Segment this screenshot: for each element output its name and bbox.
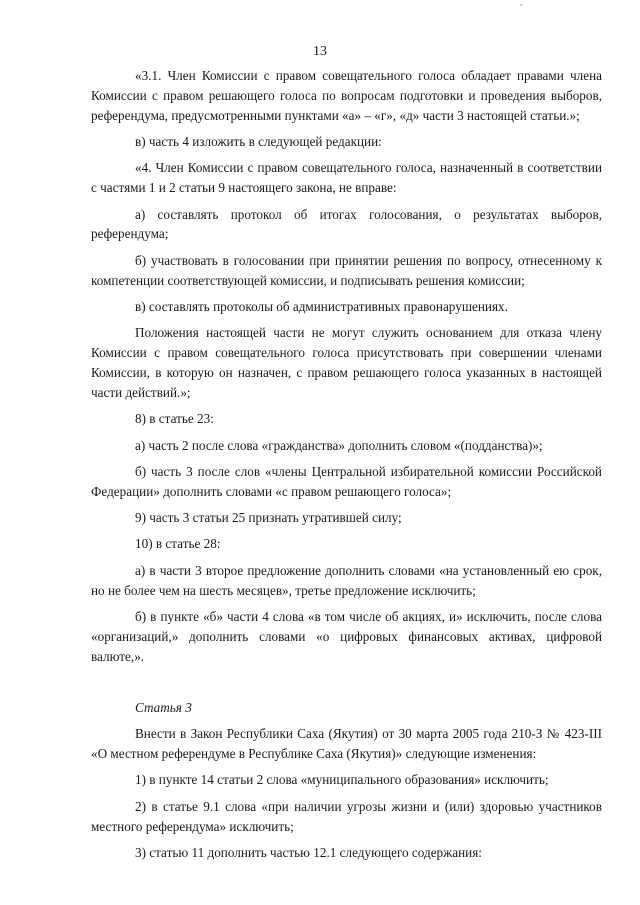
paragraph-23-a: а) часть 2 после слова «гражданства» дополнить словом «(подданства)»; <box>135 437 543 453</box>
paragraph-provisions: Положения настоящей части не могут служить основанием для отказа члену Комиссии с правом совещательного голоса присутствовать при совершении членами Комиссии, в которую он назначен, с правом решающего голоса указанных в настоящей части действий.»; <box>91 325 602 400</box>
paragraph-item-9: 9) часть 3 статьи 25 признать утратившей силу; <box>135 510 402 526</box>
document-body <box>91 66 602 869</box>
paragraph-28-a: а) в части 3 второе предложение дополнить словами «на установленный ею срок, но не более чем на шесть месяцев», третье предложение исключить; <box>91 562 602 598</box>
scan-speck <box>520 4 522 6</box>
paragraph-article3-item-3: 3) статью 11 дополнить частью 12.1 следующего содержания: <box>135 845 482 860</box>
paragraph-article3-item-1: 1) в пункте 14 статьи 2 слова «муниципального образования» исключить; <box>135 772 549 788</box>
paragraph-3-1: «3.1. Член Комиссии с правом совещательного голоса обладает правами члена Комиссии с правом решающего голоса по вопросам подготовки и проведения выборов, референдума, предусмотренными пунктами «а» – «г», «д» части 3 настоящей статьи.»; <box>91 68 602 123</box>
paragraph-23-b: б) часть 3 после слов «члены Центральной избирательной комиссии Российской Федерации» дополнить словами «с правом решающего голоса»; <box>91 463 602 499</box>
page-number: 13 <box>313 44 327 59</box>
paragraph-article-28: 10) в статье 28: <box>135 536 221 552</box>
paragraph-article3-item-2: 2) в статье 9.1 слова «при наличии угрозы жизни и (или) здоровью участников местного референдума» исключить; <box>91 798 602 834</box>
paragraph-article3-intro: Внести в Закон Республики Саха (Якутия) от 30 марта 2005 года 210-З № 423-III «О местном референдуме в Республике Саха (Якутия)» следующие изменения: <box>91 726 602 762</box>
paragraph-item-v: в) составлять протоколы об административных правонарушениях. <box>135 298 508 314</box>
paragraph-28-b: б) в пункте «б» части 4 слова «в том числе об акциях, и» исключить, после слова «организаций,» дополнить словами «о цифровых финансовых активах, цифровой валюте,». <box>91 609 602 664</box>
paragraph-item-v-part4: в) часть 4 изложить в следующей редакции: <box>135 133 382 149</box>
article-heading: Статья 3 <box>135 700 192 716</box>
paragraph-part4: «4. Член Комиссии с правом совещательного голоса, назначенный в соответствии с частями 1 и 2 статьи 9 настоящего закона, не вправе: <box>91 160 602 196</box>
paragraph-item-b: б) участвовать в голосовании при принятии решения по вопросу, отнесенному к компетенции соответствующей комиссии, и подписывать решения комиссии; <box>91 252 602 288</box>
paragraph-article-23: 8) в статье 23: <box>135 411 214 427</box>
paragraph-item-a: а) составлять протокол об итогах голосования, о результатах выборов, референдума; <box>91 206 602 242</box>
